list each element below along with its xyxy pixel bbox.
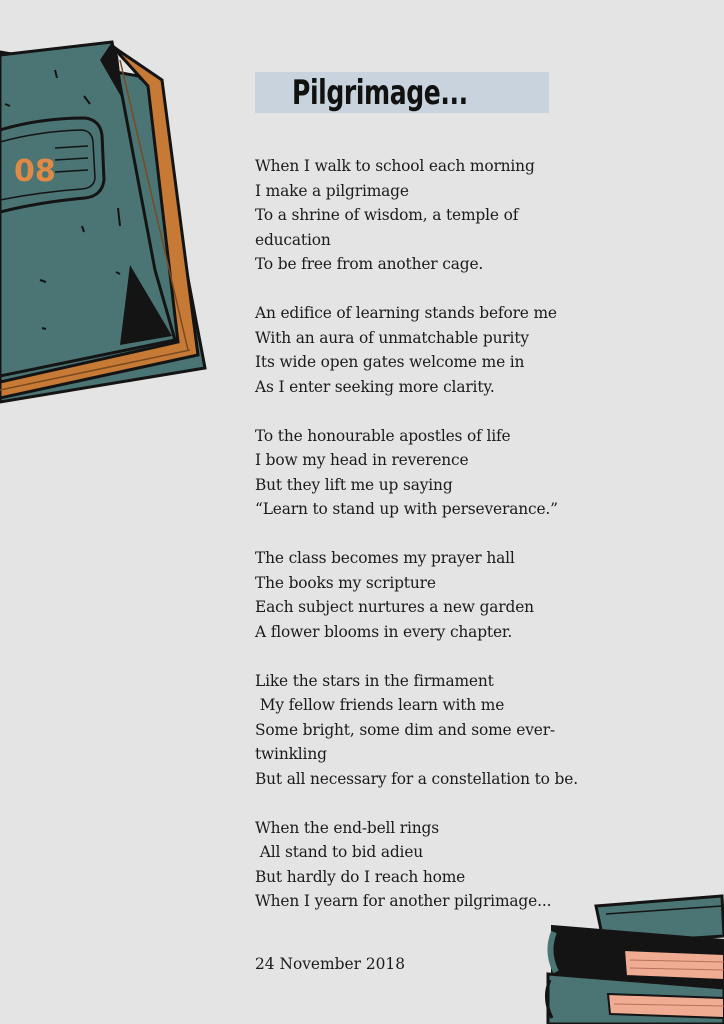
poem-line: When I yearn for another pilgrimage... [255,892,552,910]
poem-line: Like the stars in the firmament [255,671,494,690]
poem-stanza [255,669,625,792]
book-badge-number: 08 [14,154,56,189]
poem-stanza [255,301,625,399]
title-banner [255,72,549,113]
poem-line: “Learn to stand up with perseverance.” [255,500,558,518]
poem-line: I bow my head in reverence [255,451,469,469]
poem-line: As I enter seeking more clarity. [255,377,495,396]
poem-date: 24 November 2018 [255,955,405,973]
poem-stanza [255,154,625,277]
poem-line: Its wide open gates welcome me in [255,353,525,371]
poem-line: To the honourable apostles of life [255,426,511,445]
poem-line: To be free from another cage. [255,255,484,273]
page-title: Pilgrimage... [292,73,468,113]
poem-line: The books my scripture [255,573,436,592]
poem-line: A flower blooms in every chapter. [255,622,513,641]
poem-line: I make a pilgrimage [255,181,409,200]
poem-line: With an aura of unmatchable purity [255,328,529,347]
book-illustration-top [0,0,215,410]
poem-line: When I walk to school each morning [255,157,535,175]
poem-stanza [255,546,625,644]
poem-line: The class becomes my prayer hall [255,549,515,567]
poem-line: But they lift me up saying [255,475,453,494]
poem-line: Each subject nurtures a new garden [255,598,534,616]
poem-line: All stand to bid adieu [255,843,424,861]
poem-line: Some bright, some dim and some ever- [255,720,555,739]
poem-line: twinkling [255,745,327,763]
books-stack-illustration [544,894,724,1024]
poem-line: My fellow friends learn with me [255,696,505,714]
poem-line: To a shrine of wisdom, a temple of [255,206,519,224]
poem [255,154,625,938]
poem-line: When the end-bell rings [255,818,440,837]
stack-book-middle-pages [624,950,724,980]
poem-line: But hardly do I reach home [255,867,466,886]
poem-line: education [255,230,331,249]
poem-line: But all necessary for a constellation to be. [255,769,578,788]
poem-line: An edifice of learning stands before me [255,304,557,322]
poem-stanza [255,424,625,522]
